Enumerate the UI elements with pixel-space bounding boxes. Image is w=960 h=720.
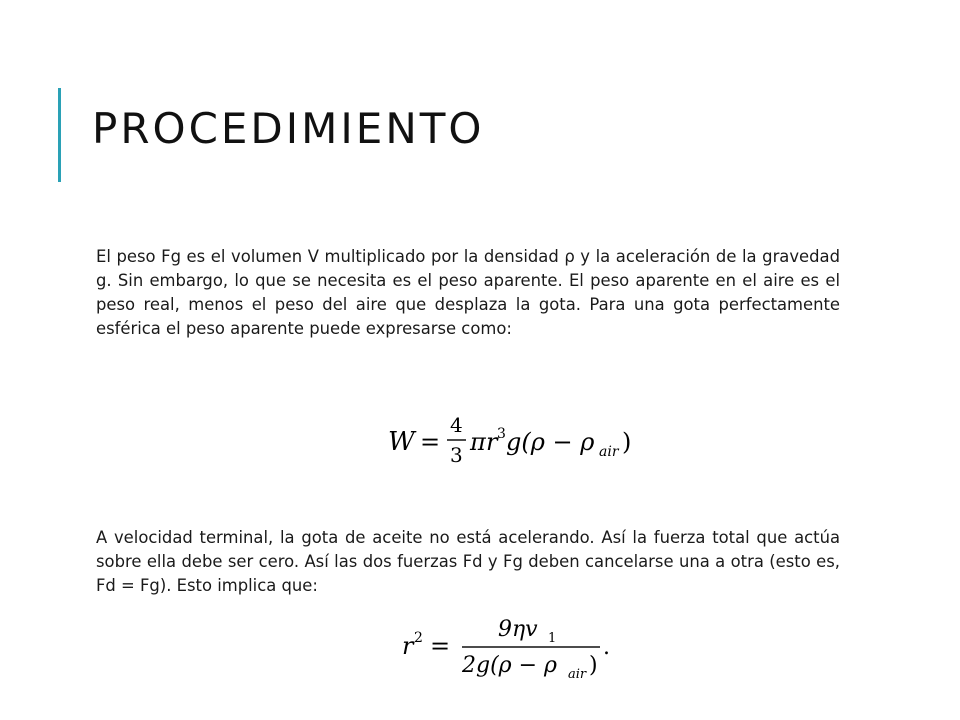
eq1-frac-num: 4 xyxy=(450,413,463,437)
eq2-period: . xyxy=(603,635,610,660)
eq2-lhs-r: r xyxy=(402,632,414,660)
eq1-r-exp: 3 xyxy=(497,426,506,442)
paragraph-terminal-velocity: A velocidad terminal, la gota de aceite no está acelerando. Así la fuerza total que actúa sobre ella debe ser cero. Así las dos fuerzas Fd y Fg deben cancelarse una a otra (esto es, Fd = Fg). Esto implica que: xyxy=(96,528,840,595)
eq2-den-close: ) xyxy=(589,653,598,678)
equation-radius-svg xyxy=(400,612,612,682)
eq1-pi: π xyxy=(470,428,486,456)
equation-radius xyxy=(400,612,612,682)
eq1-g-rho: g(ρ − ρ xyxy=(506,428,595,456)
accent-bar xyxy=(58,88,61,182)
eq1-lhs: W xyxy=(388,427,415,457)
eq2-num-sub: 1 xyxy=(548,631,557,646)
slide-title: PROCEDIMIENTO xyxy=(92,104,485,153)
eq1-r: r xyxy=(486,428,498,456)
equation-apparent-weight-svg xyxy=(386,410,636,472)
eq2-den-sub: air xyxy=(568,667,587,682)
eq2-equals: = xyxy=(430,632,451,660)
eq1-equals: = xyxy=(420,428,441,456)
eq1-close-paren: ) xyxy=(622,428,632,456)
eq2-den-main: 2g(ρ − ρ xyxy=(462,653,557,678)
eq1-sub-air: air xyxy=(599,444,619,460)
eq2-num: 9ηv xyxy=(498,617,538,642)
eq2-lhs-exp: 2 xyxy=(414,630,423,646)
equation-apparent-weight xyxy=(386,410,636,472)
paragraph-apparent-weight: El peso Fg es el volumen V multiplicado por la densidad ρ y la aceleración de la gravedad g. Sin embargo, lo que se necesita es el peso aparente. El peso aparente en el aire es el peso real, menos el peso del aire que desplaza la gota. Para una gota perfectamente esférica el peso aparente puede expresarse como: xyxy=(96,247,840,338)
eq1-frac-den: 3 xyxy=(450,443,463,467)
